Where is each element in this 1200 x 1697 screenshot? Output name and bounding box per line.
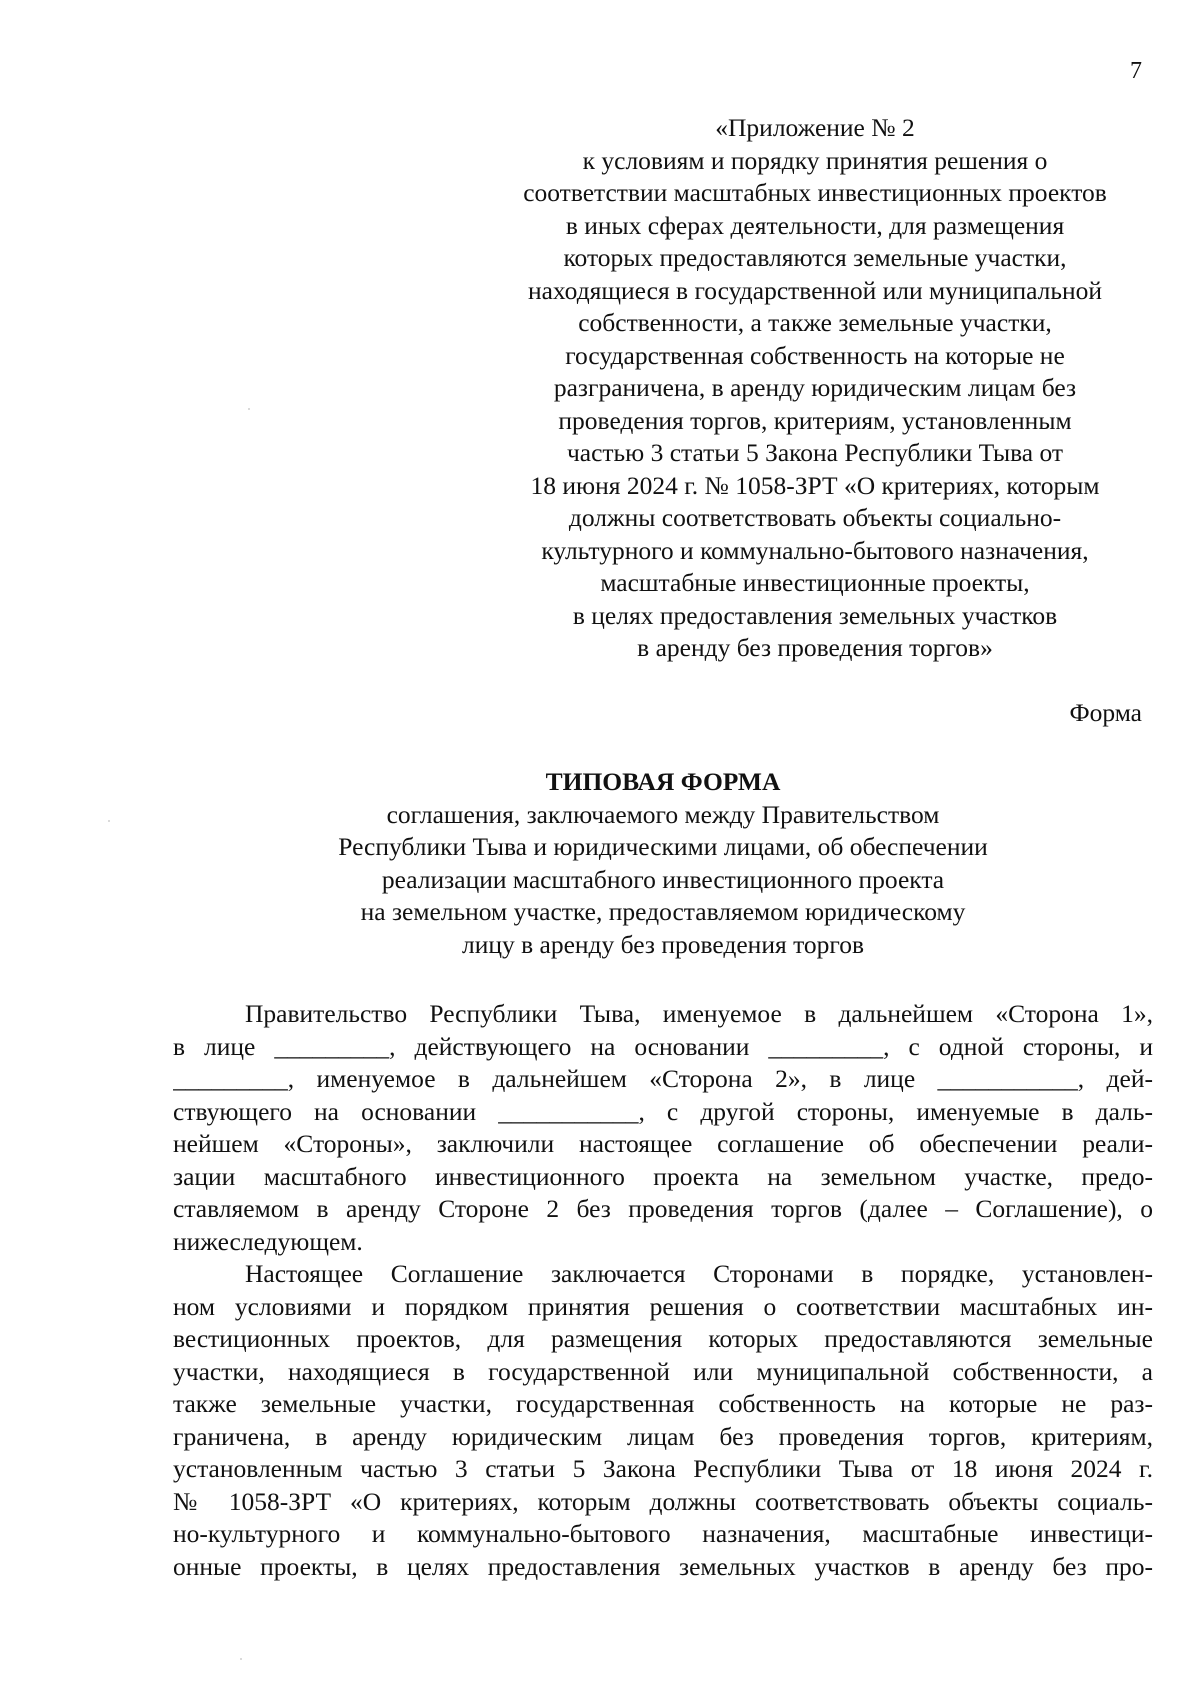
text-line: ставляемом в аренду Стороне 2 без проведения торгов (далее – Соглашение), о: [173, 1194, 1153, 1223]
scan-speck: [240, 1658, 242, 1660]
appendix-line: в иных сферах деятельности, для размещения: [565, 210, 1065, 240]
appendix-line: культурного и коммунально-бытового назначения,: [541, 535, 1089, 565]
appendix-line: «Приложение № 2: [715, 113, 915, 142]
appendix-line: разграничена, в аренду юридическим лицам без: [553, 373, 1077, 402]
appendix-line: в аренду без проведения торгов»: [637, 633, 993, 662]
appendix-line: 18 июня 2024 г. № 1058-ЗРТ «О критериях, которым: [530, 470, 1100, 500]
appendix-line: частью 3 статьи 5 Закона Республики Тыва от: [566, 438, 1064, 467]
subtitle-line: на земельном участке, предоставляемом юридическому: [360, 897, 966, 926]
subtitle-line: реализации масштабного инвестиционного проекта: [381, 864, 945, 894]
text-line: онные проекты, в целях предоставления земельных участков в аренду без про-: [173, 1551, 1153, 1581]
appendix-line: масштабные инвестиционные проекты,: [600, 568, 1030, 597]
appendix-line: соответствии масштабных инвестиционных проектов: [523, 178, 1107, 207]
text-line: участки, находящиеся в государственной или муниципальной собственности, а: [173, 1356, 1153, 1386]
text-line: установленным частью 3 статьи 5 Закона Республики Тыва от 18 июня 2024 г.: [173, 1454, 1153, 1483]
document-title: ТИПОВАЯ ФОРМА: [545, 767, 781, 796]
text-line: ном условиями и порядком принятия решения о соответствии масштабных ин-: [173, 1291, 1153, 1321]
appendix-line: собственности, а также земельные участки,: [578, 308, 1052, 337]
text-line: ствующего на основании ___________, с другой стороны, именуемые в даль-: [173, 1096, 1153, 1126]
text-line: нейшем «Стороны», заключили настоящее соглашение об обеспечении реали-: [173, 1129, 1153, 1158]
paragraph-preamble: [173, 998, 1153, 1258]
subtitle-line: лицу в аренду без проведения торгов: [461, 929, 865, 959]
body-text: [173, 998, 1153, 1583]
paragraph-agreement-basis: [173, 1258, 1153, 1583]
appendix-line: которых предоставляются земельные участки,: [563, 243, 1067, 272]
appendix-line: находящиеся в государственной или муниципальной: [527, 275, 1103, 305]
text-line: зации масштабного инвестиционного проекта на земельном участке, предо-: [173, 1161, 1153, 1191]
text-line: граничена, в аренду юридическим лицам без проведения торгов, критериям,: [173, 1421, 1153, 1451]
text-line: но-культурного и коммунально-бытового назначения, масштабные инвестици-: [173, 1519, 1153, 1548]
text-line: в лице _________, действующего на основании _________, с одной стороны, и: [173, 1031, 1153, 1061]
appendix-line: к условиям и порядку принятия решения о: [582, 145, 1048, 175]
title-block: [173, 766, 1153, 961]
subtitle-line: соглашения, заключаемого между Правительством: [386, 799, 940, 829]
text-line: Правительство Республики Тыва, именуемое в дальнейшем «Сторона 1»,: [245, 999, 1153, 1028]
text-line: № 1058-ЗРТ «О критериях, которым должны соответствовать объекты социаль-: [173, 1486, 1153, 1516]
text-line: _________, именуемое в дальнейшем «Сторона 2», в лице ___________, дей-: [173, 1064, 1153, 1093]
appendix-line: должны соответствовать объекты социально-: [568, 503, 1062, 532]
appendix-header: [470, 112, 1160, 665]
text-line: также земельные участки, государственная собственность на которые не раз-: [173, 1389, 1153, 1418]
text-line: нижеследующем.: [173, 1226, 363, 1256]
text-line: Настоящее Соглашение заключается Сторонами в порядке, установлен-: [245, 1259, 1153, 1288]
page-number: 7: [1130, 58, 1142, 84]
scan-speck: [108, 820, 110, 822]
text-line: вестиционных проектов, для размещения которых предоставляются земельные: [173, 1324, 1153, 1353]
appendix-line: проведения торгов, критериям, установленным: [558, 405, 1072, 435]
form-label: Форма: [1069, 698, 1142, 727]
appendix-line: государственная собственность на которые не: [565, 340, 1065, 370]
subtitle-line: Республики Тыва и юридическими лицами, об обеспечении: [338, 832, 988, 861]
appendix-line: в целях предоставления земельных участков: [572, 600, 1058, 630]
scan-speck: [248, 408, 250, 410]
